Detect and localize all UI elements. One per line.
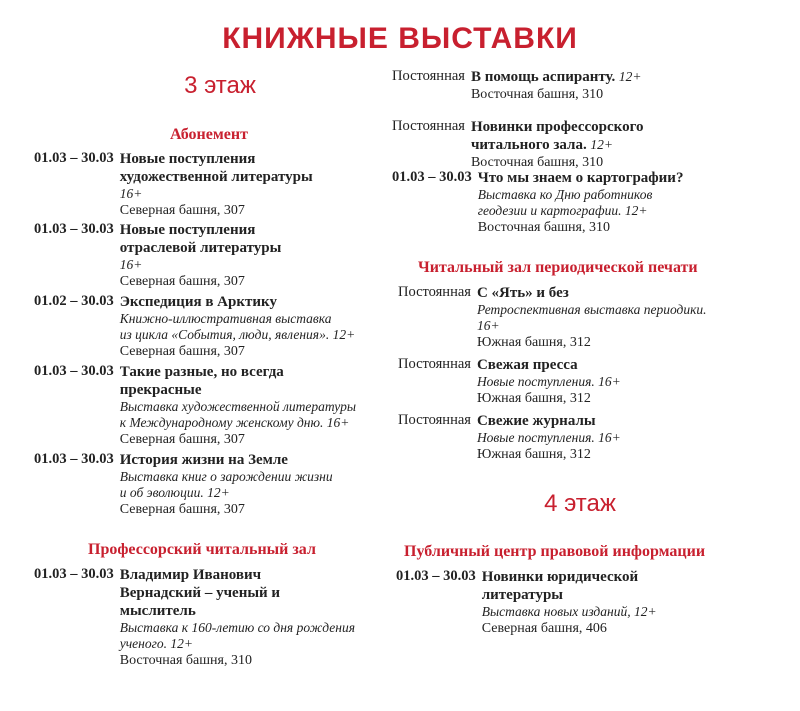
entry-date: Постоянная [398, 412, 471, 428]
entry-location: Восточная башня, 310 [470, 155, 604, 170]
section-periodicals-title: Читальный зал периодической печати [418, 259, 698, 276]
section-legal-title: Публичный центр правовой информации [404, 543, 706, 560]
entry-title: мыслитель [119, 603, 196, 619]
entry-description: 16+ [476, 318, 500, 333]
entry-description: Новые поступления. 16+ [476, 374, 621, 389]
entry-title: художественной литературы [119, 169, 313, 185]
entry-title: читального зала. [470, 137, 587, 153]
entry-date: Постоянная [398, 284, 471, 300]
list-item [392, 169, 792, 236]
list-item [34, 451, 394, 518]
entry-title: С «Ять» и без [476, 285, 569, 301]
list-item [34, 293, 394, 360]
list-item [34, 363, 394, 448]
entry-title: литературы [481, 587, 564, 603]
entry-title: Что мы знаем о картографии? [477, 170, 684, 186]
entry-title: Новинки юридической [481, 569, 639, 585]
entry-title: Свежие журналы [476, 413, 596, 429]
entry-title: Экспедиция в Арктику [119, 294, 277, 310]
entry-title: В помощь аспиранту. [470, 69, 616, 85]
list-item [34, 150, 394, 219]
entry-title: Новые поступления [119, 222, 256, 238]
entry-title: Владимир Иванович [119, 567, 262, 583]
list-item [398, 284, 792, 351]
entry-location: Северная башня, 307 [119, 203, 245, 218]
entry-title: отраслевой литературы [119, 240, 282, 256]
entry-location: Северная башня, 307 [119, 432, 245, 447]
entry-description: из цикла «События, люди, явления». 12+ [119, 327, 356, 342]
entry-date: 01.03 – 30.03 [396, 568, 476, 584]
entry-location: Восточная башня, 310 [470, 87, 604, 102]
floor-3-heading: 3 этаж [184, 72, 256, 99]
entry-location: Северная башня, 406 [481, 621, 607, 636]
entry-age: 12+ [590, 137, 613, 152]
entry-location: Южная башня, 312 [476, 447, 591, 462]
entry-date: 01.03 – 30.03 [34, 221, 114, 237]
entry-date: 01.03 – 30.03 [34, 150, 114, 166]
entry-description: Новые поступления. 16+ [476, 430, 621, 445]
page-title: КНИЖНЫЕ ВЫСТАВКИ [222, 22, 578, 55]
entry-title: Новые поступления [119, 151, 256, 167]
entry-location: Северная башня, 307 [119, 274, 245, 289]
entry-description: Выставка к 160-летию со дня рождения [119, 620, 356, 635]
list-item [398, 412, 792, 463]
entry-location: Южная башня, 312 [476, 335, 591, 350]
entry-age: 12+ [618, 69, 642, 84]
entry-location: Восточная башня, 310 [119, 653, 252, 668]
list-item [34, 221, 394, 290]
entry-description: Ретроспективная выставка периодики. [476, 302, 707, 317]
list-item [392, 68, 792, 103]
entry-description: Книжно-иллюстративная выставка [119, 311, 332, 326]
list-item [392, 118, 792, 171]
entry-date: 01.03 – 30.03 [34, 451, 114, 467]
entry-title: Свежая пресса [476, 357, 578, 373]
entry-title: прекрасные [119, 382, 202, 398]
entry-date: 01.02 – 30.03 [34, 293, 114, 309]
entry-description: 16+ [119, 186, 143, 201]
list-item [34, 566, 394, 669]
list-item [398, 356, 792, 407]
entry-location: Северная башня, 307 [119, 344, 245, 359]
entry-description: геодезии и картографии. 12+ [477, 203, 648, 218]
entry-description: 16+ [119, 257, 143, 272]
entry-description: и об эволюции. 12+ [119, 485, 230, 500]
entry-date: 01.03 – 30.03 [34, 363, 114, 379]
entry-description: Выставка новых изданий, 12+ [481, 604, 657, 619]
entry-description: Выставка художественной литературы [119, 399, 356, 414]
entry-description: Выставка книг о зарождении жизни [119, 469, 333, 484]
entry-location: Восточная башня, 310 [477, 220, 610, 235]
list-item [396, 568, 792, 637]
section-abonement-title: Абонемент [170, 126, 248, 143]
entry-location: Южная башня, 312 [476, 391, 591, 406]
entry-location: Северная башня, 307 [119, 502, 245, 517]
entry-title: Такие разные, но всегда [119, 364, 284, 380]
entry-date: Постоянная [392, 68, 465, 84]
floor-4-heading: 4 этаж [544, 490, 616, 517]
entry-date: 01.03 – 30.03 [392, 169, 472, 185]
entry-description: Выставка ко Дню работников [477, 187, 653, 202]
entry-date: Постоянная [398, 356, 471, 372]
section-prof-hall-title: Профессорский читальный зал [88, 541, 316, 558]
entry-date: Постоянная [392, 118, 465, 134]
entry-description: ученого. 12+ [119, 636, 193, 651]
entry-title: Вернадский – ученый и [119, 585, 281, 601]
entry-title: История жизни на Земле [119, 452, 288, 468]
entry-description: к Международному женскому дню. 16+ [119, 415, 350, 430]
entry-title: Новинки профессорского [470, 119, 644, 135]
entry-date: 01.03 – 30.03 [34, 566, 114, 582]
